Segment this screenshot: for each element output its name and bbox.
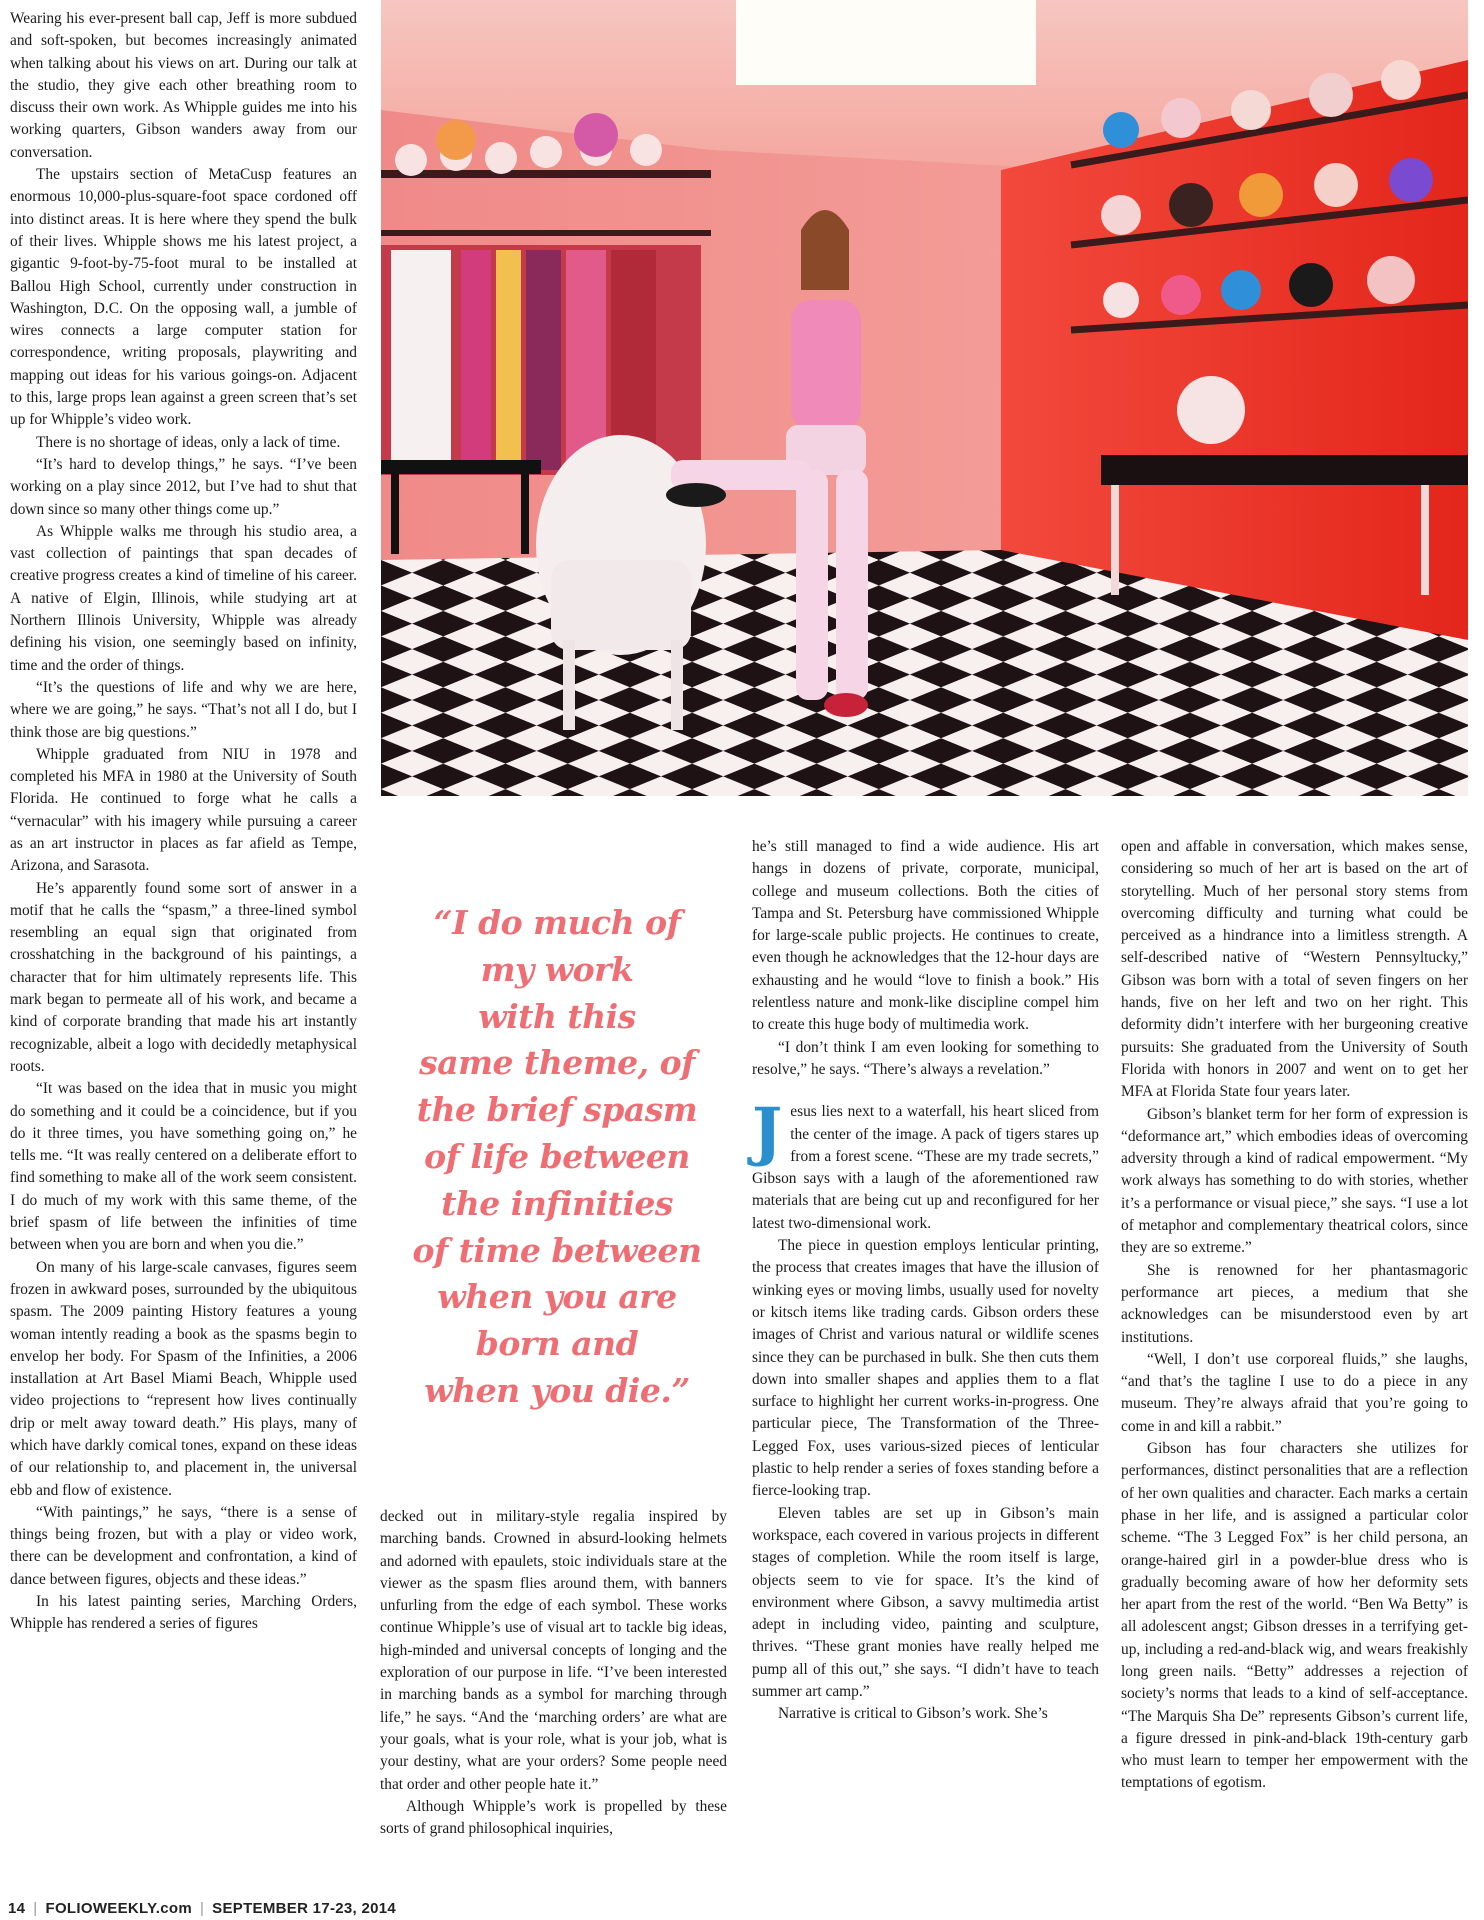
pull-quote-line: of life between	[424, 1136, 690, 1176]
page-number: 14	[8, 1900, 26, 1917]
drop-cap: J	[752, 1094, 783, 1170]
studio-photo	[381, 0, 1468, 796]
pull-quote-line: my work	[480, 949, 634, 989]
paragraph: Whipple graduated from NIU in 1978 and completed his MFA in 1980 at the University of South Florida. He continued to forge what he calls a “vernacular” with his imagery while pursuing a career as an art instructor in places as far afield as Tempe, Arizona, and Sarasota.	[10, 745, 357, 875]
lead-paragraph	[752, 1094, 1099, 1235]
pull-quote-line: of time between	[412, 1230, 702, 1270]
pull-quote-line: the brief spasm	[416, 1090, 698, 1130]
footer-separator: |	[33, 1900, 38, 1917]
paragraph: decked out in military-style regalia inspired by marching bands. Crowned in absurd-looking helmets and adorned with epaulets, stoic individuals stare at the viewer as the spasm flies around them, with banners unfurling from the edge of each symbol. These works continue Whipple’s use of visual art to tackle big ideas, high-minded and universal concepts of longing and the exploration of our purpose in life. “I’ve been interested in marching bands as a symbol for marching through life,” he says. “And the ‘marching orders’ are what are your goals, what is your role, what is your job, what is your destiny, what are your orders? Some people need that order and other people hate it.”	[380, 1508, 727, 1793]
pull-quote-line: when you die.”	[424, 1370, 690, 1410]
paragraph: He’s apparently found some sort of answer in a motif that he calls the “spasm,” a three-lined symbol resembling an equal sign that originated from crosshatching in the background of his paintings, a character that for him ultimately represents life. This mark began to permeate all of his work, and became a kind of corporate branding that made his art instantly recognizable, albeit a logo with decidedly metaphysical roots.	[10, 879, 357, 1075]
paragraph: Wearing his ever-present ball cap, Jeff is more subdued and soft-spoken, but becomes increasingly animated when talking about his views on art. During our talk at the studio, they give each other breathing room to discuss their own work. As Whipple guides me into his working quarters, Gibson wanders away from our conversation.	[10, 10, 357, 161]
paragraph: Gibson has four characters she utilizes for performances, distinct personalities that are a reflection of her own qualities and character. Each marks a certain phase in her life, and is assigned a particular color scheme. “The 3 Legged Fox” is her child persona, an orange-haired girl in a powder-blue dress who is gradually becoming aware of how her deformity sets her apart from the rest of the world. “Ben Wa Betty” is all adolescent angst; Gibson dresses in a terrifying get-up, including a red-and-black wig, and wears freakishly long green nails. “Betty” addresses a rejection of society’s norms that leads to a kind of self-acceptance. “The Marquis Sha De” represents Gibson’s current life, a figure dressed in pink-and-black 19th-century garb who must learn to temper her empowerment with the temptations of egotism.	[1121, 1440, 1468, 1792]
pull-quote-line: the infinities	[441, 1183, 673, 1223]
pull-quote-line: with this	[478, 996, 636, 1036]
paragraph: he’s still managed to find a wide audience. His art hangs in dozens of private, corporate, municipal, college and museum collections. Both the cities of Tampa and St. Petersburg have commissioned Whipple for large-scale public projects. He continues to create, even though he acknowledges that the 12-hour days are exhausting and he would “love to finish a book.” His relentless nature and monk-like discipline compel him to create this huge body of multimedia work.	[752, 838, 1099, 1034]
pull-quote	[392, 900, 722, 1415]
pull-quote-line: when you are	[437, 1277, 677, 1317]
page-footer	[8, 1900, 396, 1917]
paragraph: There is no shortage of ideas, only a lack of time.	[36, 433, 341, 451]
article-column-1	[10, 8, 357, 1636]
paragraph: open and affable in conversation, which makes sense, considering so much of her art is based on the art of storytelling. Much of her personal story stems from overcoming difficulty and turning what could be perceived as a hindrance into a limitless strength. A self-described native of “Western Pennsyltucky,” Gibson was born with a total of seven fingers on her hands, five on her left and two on her right. This deformity didn’t interfere with her burgeoning creative pursuits: She graduated from the University of South Florida with honors in 2007 and went on to get her MFA at Florida State four years later.	[1121, 838, 1468, 1101]
paragraph: On many of his large-scale canvases, figures seem frozen in awkward poses, surrounded by the ubiquitous spasm. The 2009 painting History features a young woman intently reading a book as the spasms begin to envelop her body. For Spasm of the Infinities, a 2006 installation at Art Basel Miami Beach, Whipple used video projections to “represent how lives continually drip or melt away toward death.” His plays, many of which have darkly comical tones, expand on these ideas of our relationship to, and placement in, the universal ebb and flow of existence.	[10, 1258, 357, 1499]
article-column-2	[380, 1506, 727, 1840]
paragraph: “With paintings,” he says, “there is a sense of things being frozen, but with a play or video work, there can be development and confrontation, a kind of dance between figures, objects and these ideas.”	[10, 1503, 357, 1588]
paragraph: She is renowned for her phantasmagoric performance art pieces, a medium that she acknowledges can be misunderstood even by art institutions.	[1121, 1261, 1468, 1346]
paragraph: The piece in question employs lenticular printing, the process that creates images that have the illusion of winking eyes or moving limbs, usually used for novelty or kitsch items like trading cards. Gibson orders these images of Christ and various natural or wildlife scenes since they can be purchased in bulk. She then cuts them down into smaller shapes and applies them to a flat surface to highlight her current works-in-progress. One particular piece, The Transformation of the Three-Legged Fox, uses various-sized pieces of lenticular plastic to help render a series of foxes standing before a fierce-looking trap.	[752, 1237, 1099, 1500]
pull-quote-line: “I do much of	[433, 903, 681, 942]
lead-text: esus lies next to a waterfall, his heart sliced from the center of the image. A pack of tigers stares up from a forest scene. “These are my trade secrets,” Gibson says with a laugh of the aforementioned raw materials that are being cut up and reconfigured for her latest two-dimensional work.	[752, 1103, 1099, 1232]
paragraph: Gibson’s blanket term for her form of expression is “deformance art,” which embodies ideas of overcoming adversity through a kind of radical empowerment. “My work always has something to do with stories, whether it’s a performance or visual piece,” she says. “I use a lot of metaphor and complementary theatrical colors, since they are so extreme.”	[1121, 1105, 1468, 1257]
paragraph: In his latest painting series, Marching Orders, Whipple has rendered a series of figures	[10, 1593, 357, 1633]
footer-separator: |	[199, 1900, 205, 1917]
paragraph: “It’s hard to develop things,” he says. “I’ve been working on a play since 2012, but I’ve had to shut that down since so many other things come up.”	[10, 455, 357, 518]
issue-date: SEPTEMBER 17-23, 2014	[212, 1900, 397, 1917]
paragraph: The upstairs section of MetaCusp features an enormous 10,000-plus-square-foot space cordoned off into distinct areas. It is here where they spend the bulk of their lives. Whipple shows me his latest project, a gigantic 9-foot-by-75-foot mural to be installed at Ballou High School, currently under construction in Washington, D.C. On the opposing wall, a jumble of wires connects a large computer station for correspondence, writing proposals, playwriting and mapping out ideas for his various goings-on. Adjacent to this, large props lean against a green screen that’s set up for Whipple’s video work.	[10, 166, 357, 429]
paragraph: Eleven tables are set up in Gibson’s main workspace, each covered in various projects in different stages of completion. While the room itself is large, objects seem to vie for space. It’s the kind of environment where Gibson, a savvy multimedia artist adept in including video, painting and sculpture, thrives. “These grant monies have really helped me pump all of this out,” she says. “I didn’t have to teach summer art camp.”	[752, 1504, 1099, 1700]
pull-quote-line: same theme, of	[419, 1043, 695, 1083]
paragraph: “I don’t think I am even looking for something to resolve,” he says. “There’s always a revelation.”	[752, 1038, 1099, 1078]
paragraph: As Whipple walks me through his studio area, a vast collection of paintings that span decades of creative progress creates a kind of timeline of his career. A native of Elgin, Illinois, while studying art at Northern Illinois University, Whipple was already defining his vision, one seemingly based on infinity, time and the order of things.	[10, 522, 357, 674]
article-column-3	[752, 836, 1099, 1726]
article-column-4	[1121, 836, 1468, 1795]
paragraph: “It was based on the idea that in music you might do something and it could be a coincidence, but if you do it three times, you have something going on,” he tells me. “It was really centered on a deliberate effort to find something to make all of the work seem consistent. I do much of my work with this same theme, of the brief spasm of life between the infinities of time between when you are born and when you die.”	[10, 1080, 357, 1254]
paragraph: “Well, I don’t use corporeal fluids,” she laughs, “and that’s the tagline I use to do a piece in any museum. They’re always afraid that you’re going to come in and kill a rabbit.”	[1121, 1350, 1468, 1435]
paragraph: Narrative is critical to Gibson’s work. She’s	[778, 1705, 1048, 1723]
paragraph: “It’s the questions of life and why we are here, where we are going,” he says. “That’s not all I do, but I think those are big questions.”	[10, 678, 357, 741]
pull-quote-line: born and	[475, 1324, 639, 1364]
paragraph: Although Whipple’s work is propelled by these sorts of grand philosophical inquiries,	[380, 1797, 727, 1838]
site-name: FOLIOWEEKLY.com	[45, 1900, 192, 1917]
